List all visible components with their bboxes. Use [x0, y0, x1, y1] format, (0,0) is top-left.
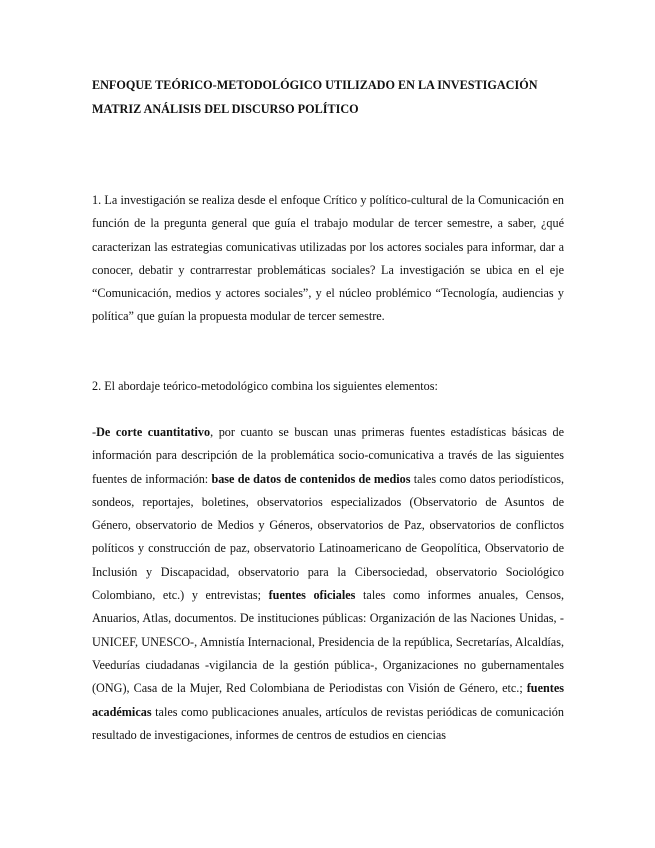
bold-quantitative: De corte cuantitativo: [96, 425, 211, 439]
bold-media-database: base de datos de contenidos de medios: [211, 471, 411, 486]
title-line-2: MATRIZ ANÁLISIS DEL DISCURSO POLÍTICO: [92, 102, 359, 116]
bold-academic-sources: fuentes académicas: [92, 681, 564, 719]
title-line-1: ENFOQUE TEÓRICO-METODOLÓGICO UTILIZADO EN LA INVESTIGACIÓN: [92, 78, 538, 92]
paragraph-2: 2. El abordaje teórico-metodológico combina los siguientes elementos:: [92, 379, 438, 393]
text-segment-2: tales como datos periodísticos, sondeos, reportajes, boletines, observatorios especializados (Observatorio de Asuntos de Género, observatorio de Medios y Géneros, observatorios de Paz, observatorios de conflictos políticos y construcción de paz, observatorio Latinoamericano de Geopolítica, Observatorio de Inclusión y Discapacidad, observatorio para la Cibersociedad, observatorio Sociológico Colombiano, etc.) y entrevistas;: [92, 471, 564, 603]
paragraph-1: 1. La investigación se realiza desde el enfoque Crítico y político-cultural de la Comunicación en función de la pregunta general que guía el trabajo modular de tercer semestre, a saber, ¿qué caracterizan las estrategias comunicativas utilizadas por los actores sociales para informar, dar a conocer, debatir y contrarrestar problemáticas sociales? La investigación se ubica en el eje “Comunicación, medios y actores sociales”, y el núcleo problémico “Tecnología, audiencias y política” que guían la propuesta modular de tercer semestre.: [92, 193, 564, 324]
bold-official-sources: fuentes oficiales: [268, 588, 356, 603]
text-segment-1: , por cuanto se buscan unas primeras fuentes estadísticas básicas de información para descripción de la problemática socio-comunicativa a través de las siguientes fuentes de información:: [92, 425, 564, 486]
paragraph-3: [92, 421, 564, 747]
text-segment-4: tales como publicaciones anuales, artículos de revistas periódicas de comunicación resultado de investigaciones, informes de centros de estudios en ciencias: [92, 704, 564, 742]
text-segment-3: tales como informes anuales, Censos, Anuarios, Atlas, documentos. De instituciones públicas: Organización de las Naciones Unidas, -UNICEF, UNESCO-, Amnistía Internacional, Presidencia de la república, Secretarías, Alcaldías, Veedurías ciudadanas -vigilancia de la gestión pública-, Organizaciones no gubernamentales (ONG), Casa de la Mujer, Red Colombiana de Periodistas con Visión de Género, etc.;: [92, 588, 564, 696]
lead-dash: -: [92, 425, 97, 439]
document-title: [92, 73, 564, 121]
